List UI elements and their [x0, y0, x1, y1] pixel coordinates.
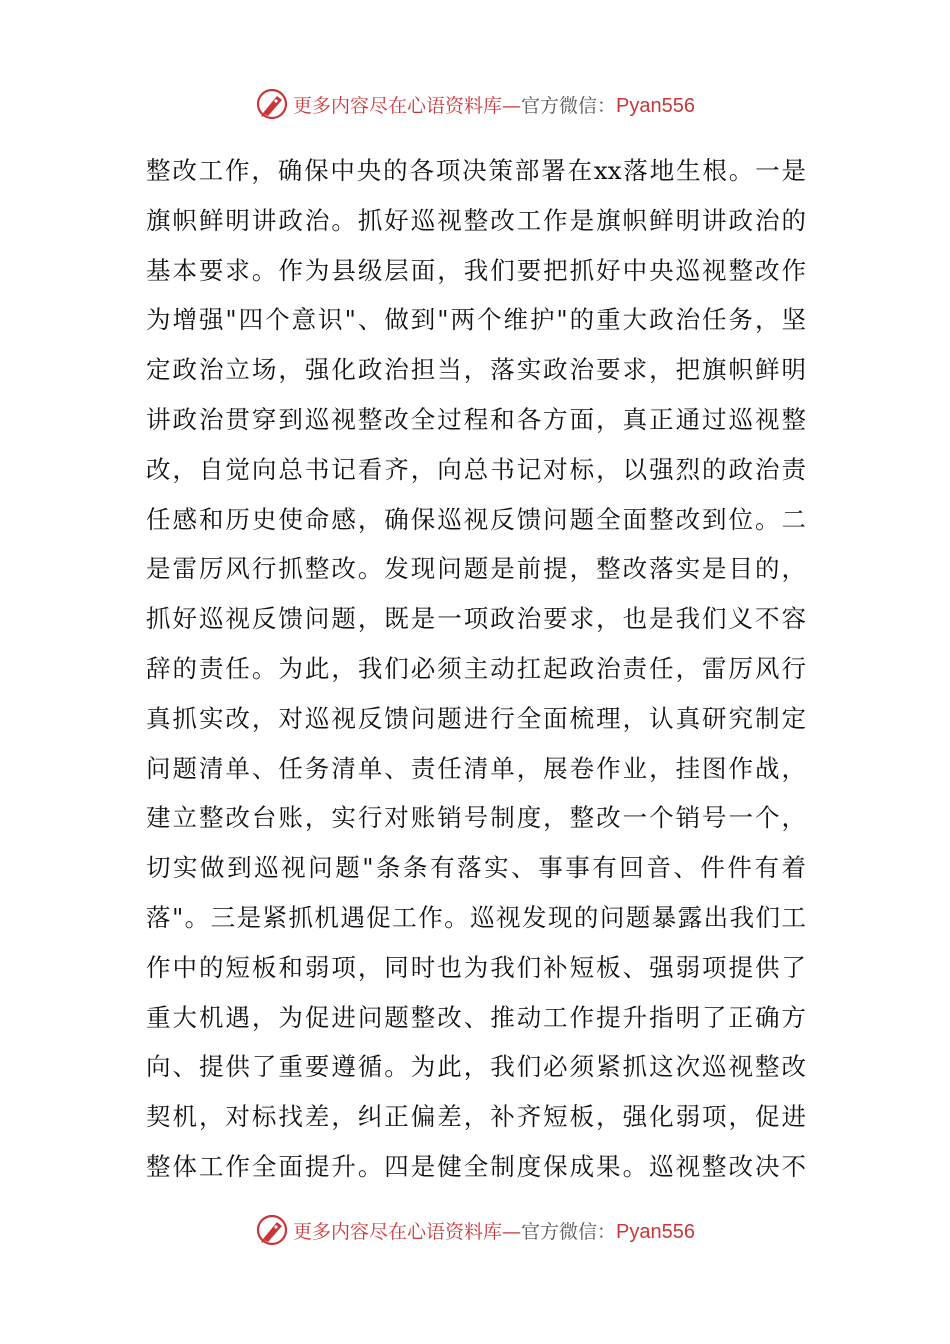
body-line: 作中的短板和弱项，同时也为我们补短板、强弱项提供了 — [146, 952, 806, 982]
body-line: 落"。三是紧抓机遇促工作。巡视发现的问题暴露出我们工 — [146, 902, 806, 932]
body-line: 真抓实改，对巡视反馈问题进行全面梳理，认真研究制定 — [146, 703, 806, 733]
banner-handle: Pyan556 — [616, 94, 695, 117]
body-line: 向、提供了重要遵循。为此，我们必须紧抓这次巡视整改 — [146, 1052, 806, 1082]
body-line: 是雷厉风行抓整改。发现问题是前提，整改落实是目的， — [146, 554, 806, 584]
header-banner — [0, 84, 950, 124]
banner-site-text: 更多内容尽在心语资料库 — [293, 1220, 503, 1243]
body-line: 为增强"四个意识"、做到"两个维护"的重大政治任务，坚 — [146, 305, 806, 335]
pen-nib-logo-icon — [255, 87, 289, 121]
banner-text — [293, 1217, 695, 1244]
body-line: 整体工作全面提升。四是健全制度保成果。巡视整改决不 — [146, 1151, 806, 1181]
document-body — [146, 146, 806, 1192]
banner-official-label: 官方微信： — [521, 94, 617, 117]
body-line: 改，自觉向总书记看齐，向总书记对标，以强烈的政治责 — [146, 454, 806, 484]
banner-site-text: 更多内容尽在心语资料库 — [293, 94, 503, 117]
banner-handle: Pyan556 — [616, 1220, 695, 1243]
body-line: 抓好巡视反馈问题，既是一项政治要求，也是我们义不容 — [146, 604, 806, 634]
banner-separator: — — [502, 1220, 522, 1243]
pen-nib-logo-icon — [255, 1213, 289, 1247]
body-line: 讲政治贯穿到巡视整改全过程和各方面，真正通过巡视整 — [146, 404, 806, 434]
body-line: 整改工作，确保中央的各项决策部署在xx落地生根。一是 — [146, 156, 806, 185]
footer-banner — [0, 1210, 950, 1250]
body-line: 辞的责任。为此，我们必须主动扛起政治责任，雷厉风行 — [146, 653, 806, 683]
banner-official-label: 官方微信： — [521, 1220, 617, 1243]
body-line: 任感和历史使命感，确保巡视反馈问题全面整改到位。二 — [146, 504, 806, 534]
body-line: 切实做到巡视问题"条条有落实、事事有回音、件件有着 — [146, 853, 806, 883]
body-line: 定政治立场，强化政治担当，落实政治要求，把旗帜鲜明 — [146, 355, 806, 385]
body-line: 问题清单、任务清单、责任清单，展卷作业，挂图作战， — [146, 753, 806, 783]
body-line: 基本要求。作为县级层面，我们要把抓好中央巡视整改作 — [146, 255, 806, 285]
body-line: 重大机遇，为促进问题整改、推动工作提升指明了正确方 — [146, 1002, 806, 1032]
banner-text — [293, 91, 695, 118]
body-line: 旗帜鲜明讲政治。抓好巡视整改工作是旗帜鲜明讲政治的 — [146, 205, 806, 235]
body-line: 建立整改台账，实行对账销号制度，整改一个销号一个， — [146, 803, 806, 833]
body-line: 契机，对标找差，纠正偏差，补齐短板，强化弱项，促进 — [146, 1102, 806, 1132]
banner-separator: — — [502, 94, 522, 117]
